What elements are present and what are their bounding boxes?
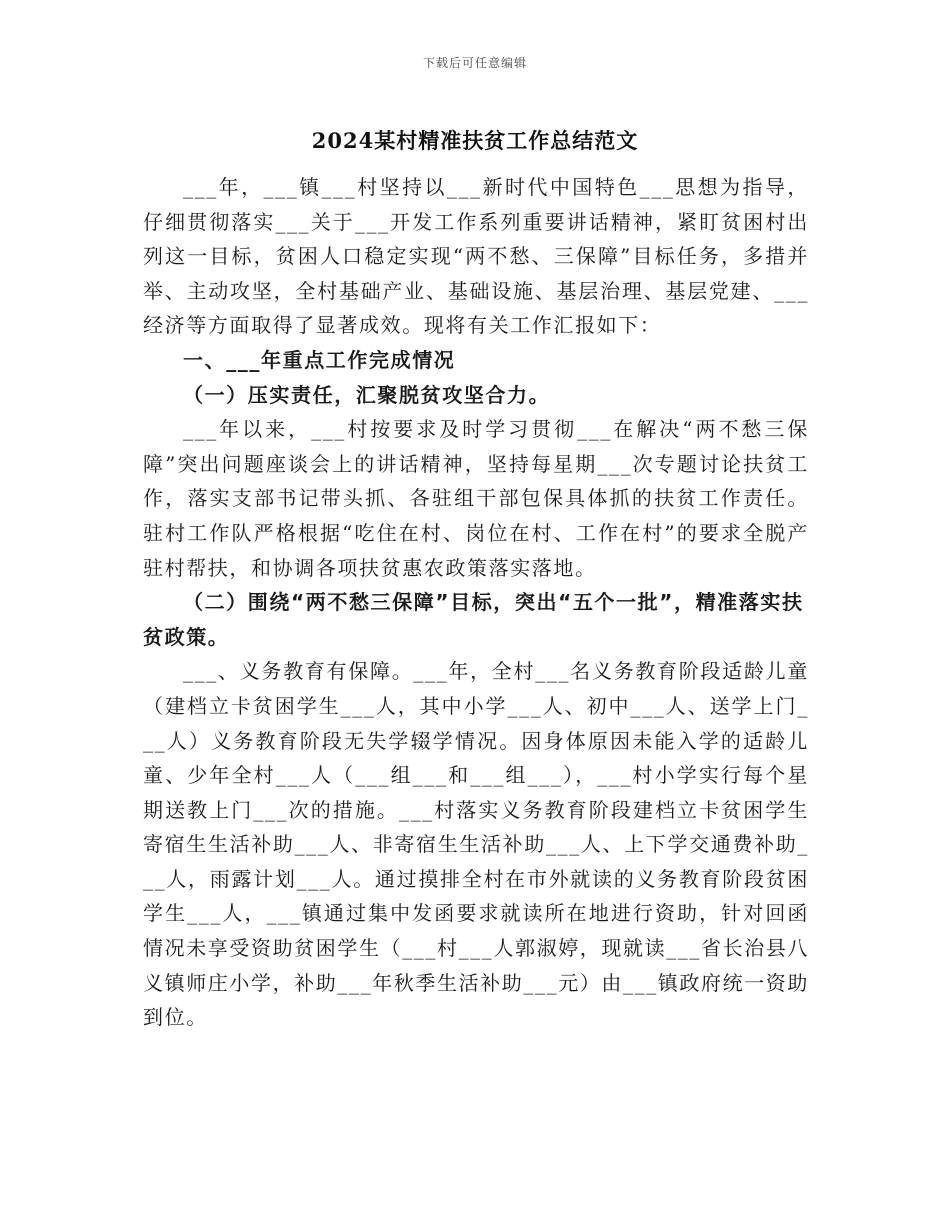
subsection-paragraph: ___、义务教育有保障。___年，全村___名义务教育阶段适龄儿童（建档立卡贫困学生___人，其中小学___人、初中___人、送学上门___人）义务教育阶段无失学辍学情况。因身体原因未能入学的适龄儿童、少年全村___人（___组___和___组___），___村小学实行每个星期送教上门___次的措施。___村落实义务教育阶段建档立卡贫困学生寄宿生生活补助___人、非寄宿生生活补助___人、上下学交通费补助___人，雨露计划___人。通过摸排全村在市外就读的义务教育阶段贫困学生___人，___镇通过集中发函要求就读所在地进行资助，针对回函情况未享受资助贫困学生（___村___人郭淑婷，现就读___省长治县八义镇师庄小学，补助___年秋季生活补助___元）由___镇政府统一资助到位。 [143, 659, 809, 1030]
document-title: 2024某村精准扶贫工作总结范文 [311, 128, 639, 153]
document-body [143, 170, 809, 1035]
subsection-heading: （二）围绕“两不愁三保障”目标，突出“五个一批”，精准落实扶贫政策。 [143, 590, 804, 649]
subsection-heading: （一）压实责任，汇聚脱贫攻坚合力。 [183, 382, 551, 407]
intro-paragraph: ___年，___镇___村坚持以___新时代中国特色___思想为指导，仔细贯彻落实___关于___开发工作系列重要讲话精神，紧盯贫困村出列这一目标，贫困人口稳定实现“两不愁、三保障”目标任务，多措并举、主动攻坚，全村基础产业、基础设施、基层治理、基层党建、___经济等方面取得了显著成效。现将有关工作汇报如下： [143, 175, 809, 338]
header-note: 下载后可任意编辑 [422, 56, 527, 70]
subsection-paragraph: ___年以来，___村按要求及时学习贯彻___在解决“两不愁三保障”突出问题座谈会上的讲话精神，坚持每星期___次专题讨论扶贫工作，落实支部书记带头抓、各驻组干部包保具体抓的扶贫工作责任。驻村工作队严格根据“吃住在村、岗位在村、工作在村”的要求全脱产驻村帮扶，和协调各项扶贫惠农政策落实落地。 [143, 417, 809, 580]
section-heading: 一、___年重点工作完成情况 [183, 347, 456, 372]
